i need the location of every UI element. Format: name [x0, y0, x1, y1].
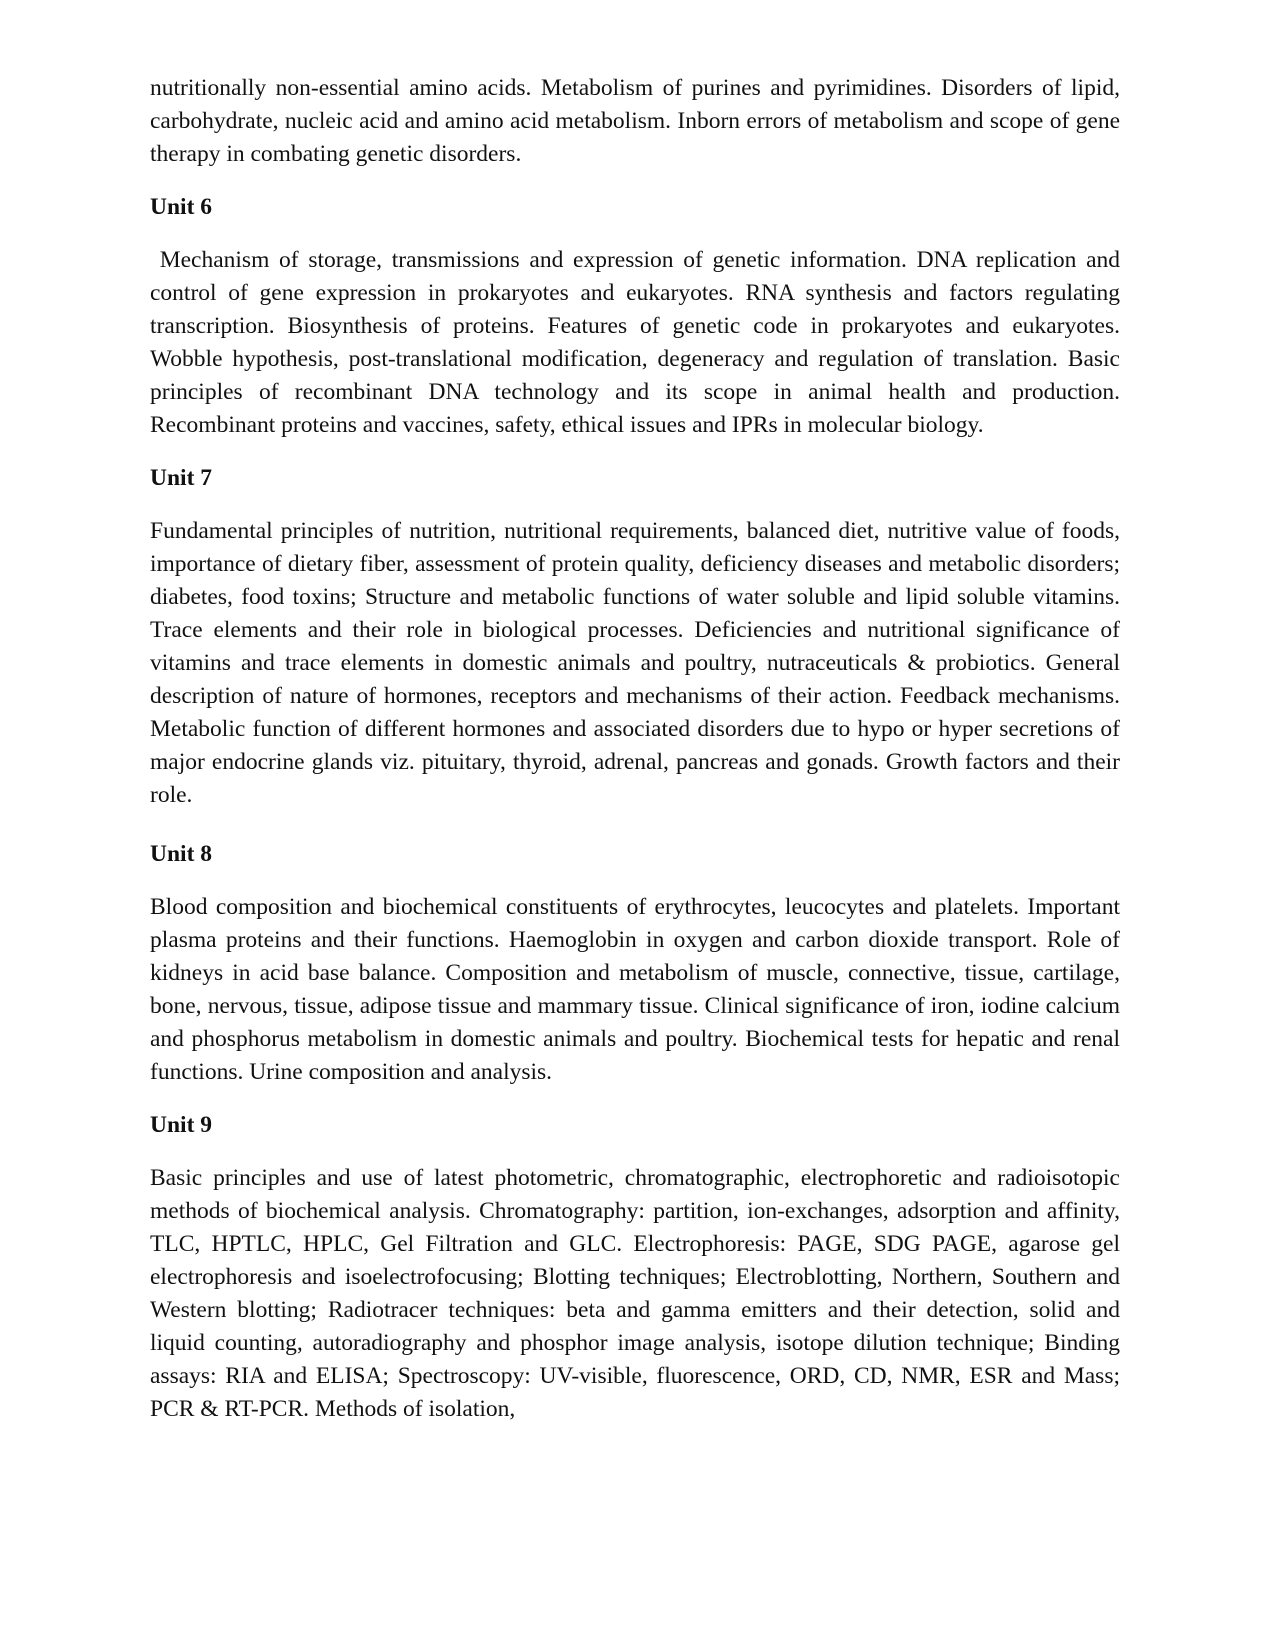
unit-8-heading: Unit 8: [150, 841, 213, 867]
unit-9-heading: Unit 9: [150, 1112, 213, 1138]
unit-8-text: Blood composition and biochemical constituents of erythrocytes, leucocytes and platelets. Important plasma proteins and their functions. Haemoglobin in oxygen and carbon dioxide transport. Role of kidneys in acid base balance. Composition and metabolism of muscle, connective, tissue, cartilage, bone, nervous, tissue, adipose tissue and mammary tissue. Clinical significance of iron, iodine calcium and phosphorus metabolism in domestic animals and poultry. Biochemical tests for hepatic and renal functions. Urine composition and analysis.: [150, 894, 1120, 1085]
unit-7-text: Fundamental principles of nutrition, nutritional requirements, balanced diet, nutritive value of foods, importance of dietary fiber, assessment of protein quality, deficiency diseases and metabolic disorders; diabetes, food toxins; Structure and metabolic functions of water soluble and lipid soluble vitamins. Trace elements and their role in biological processes. Deficiencies and nutritional significance of vitamins and trace elements in domestic animals and poultry, nutraceuticals & probiotics. General description of nature of hormones, receptors and mechanisms of their action. Feedback mechanisms. Metabolic function of different hormones and associated disorders due to hypo or hyper secretions of major endocrine glands viz. pituitary, thyroid, adrenal, pancreas and gonads. Growth factors and their role.: [150, 518, 1120, 808]
unit-6-text: Mechanism of storage, transmissions and expression of genetic information. DNA replication and control of gene expression in prokaryotes and eukaryotes. RNA synthesis and factors regulating transcription. Biosynthesis of proteins. Features of genetic code in prokaryotes and eukaryotes. Wobble hypothesis, post-translational modification, degeneracy and regulation of translation. Basic principles of recombinant DNA technology and its scope in animal health and production. Recombinant proteins and vaccines, safety, ethical issues and IPRs in molecular biology.: [150, 247, 1126, 438]
unit-6-heading: Unit 6: [150, 194, 213, 220]
unit-7-heading: Unit 7: [150, 465, 213, 491]
intro-paragraph: nutritionally non-essential amino acids. Metabolism of purines and pyrimidines. Disorders of lipid, carbohydrate, nucleic acid and amino acid metabolism. Inborn errors of metabolism and scope of gene therapy in combating genetic disorders.: [150, 75, 1120, 167]
unit-9-text: Basic principles and use of latest photometric, chromatographic, electrophoretic and radioisotopic methods of biochemical analysis. Chromatography: partition, ion-exchanges, adsorption and affinity, TLC, HPTLC, HPLC, Gel Filtration and GLC. Electrophoresis: PAGE, SDG PAGE, agarose gel electrophoresis and isoelectrofocusing; Blotting techniques; Electroblotting, Northern, Southern and Western blotting; Radiotracer techniques: beta and gamma emitters and their detection, solid and liquid counting, autoradiography and phosphor image analysis, isotope dilution technique; Binding assays: RIA and ELISA; Spectroscopy: UV-visible, fluorescence, ORD, CD, NMR, ESR and Mass; PCR & RT-PCR. Methods of isolation,: [150, 1165, 1120, 1422]
document-page: [150, 72, 1126, 1426]
